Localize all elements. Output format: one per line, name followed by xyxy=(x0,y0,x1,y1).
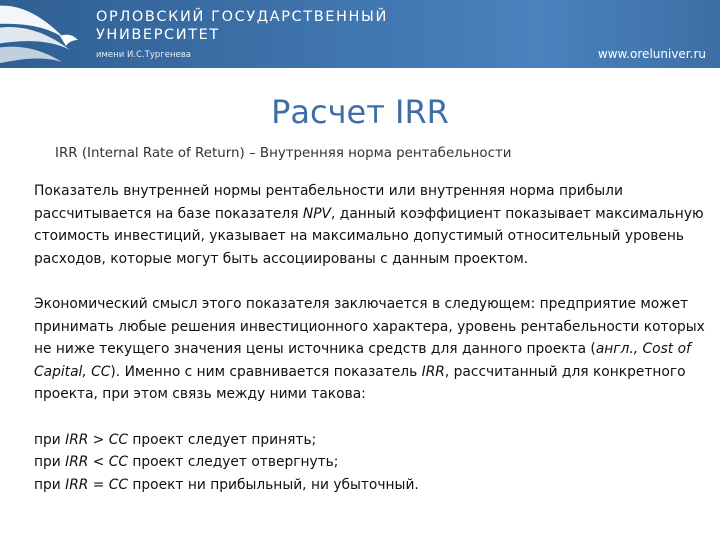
rule-line xyxy=(34,429,714,452)
slide-title: Расчет IRR xyxy=(271,93,449,131)
slide-body xyxy=(34,180,714,496)
irr-term: IRR xyxy=(421,363,445,380)
rule-condition: IRR < CC xyxy=(65,454,128,471)
rule-condition: IRR > CC xyxy=(65,431,128,448)
p2-text-a: Экономический смысл этого показателя заключается в следующем: предприятие может принимать любые решения инвестиционного характера, уровень рентабельности которых не ниже текущего значения цены источника средств для данного проекта ( xyxy=(34,295,705,358)
npv-term: NPV xyxy=(302,205,332,222)
p1-text-b: , данный коэффициент показывает максимальную стоимость инвестиций, указывает на максимально допустимый относительный уровень расходов, которые могут быть ассоциированы с данным проектом. xyxy=(34,205,704,267)
website-link[interactable]: www.oreluniver.ru xyxy=(597,47,706,61)
p2-text-b: ). Именно с ним сравнивается показатель xyxy=(110,363,422,380)
slide-subtitle: IRR (Internal Rate of Return) – Внутренняя норма рентабельности xyxy=(55,146,512,161)
p2-text-c: , рассчитанный для конкретного проекта, при этом связь между ними такова: xyxy=(34,363,686,403)
bird-wing-logo-icon xyxy=(0,0,82,68)
cost-of-capital-term: англ., Cost of Capital, CC xyxy=(34,341,691,380)
rule-prefix: при xyxy=(34,454,66,471)
rule-prefix: при xyxy=(34,431,66,448)
paragraph-economic-meaning xyxy=(34,293,714,406)
rule-outcome: проект ни прибыльный, ни убыточный. xyxy=(127,476,419,493)
rule-line xyxy=(34,474,714,497)
p1-text-a: Показатель внутренней нормы рентабельности или внутренняя норма прибыли рассчитывается на базе показателя xyxy=(34,183,623,222)
university-name-line2: УНИВЕРСИТЕТ xyxy=(96,27,220,43)
rule-line xyxy=(34,451,714,474)
paragraph-gap xyxy=(34,406,714,429)
rule-outcome: проект следует отвергнуть; xyxy=(127,454,339,471)
paragraph-definition xyxy=(34,180,714,270)
paragraph-gap xyxy=(34,270,714,293)
rule-outcome: проект следует принять; xyxy=(127,431,317,448)
rule-condition: IRR = CC xyxy=(65,476,128,493)
university-name-line1: ОРЛОВСКИЙ ГОСУДАРСТВЕННЫЙ xyxy=(96,9,388,25)
rule-prefix: при xyxy=(34,476,66,493)
header-banner xyxy=(0,0,720,68)
university-subtitle: имени И.С.Тургенева xyxy=(96,50,191,60)
